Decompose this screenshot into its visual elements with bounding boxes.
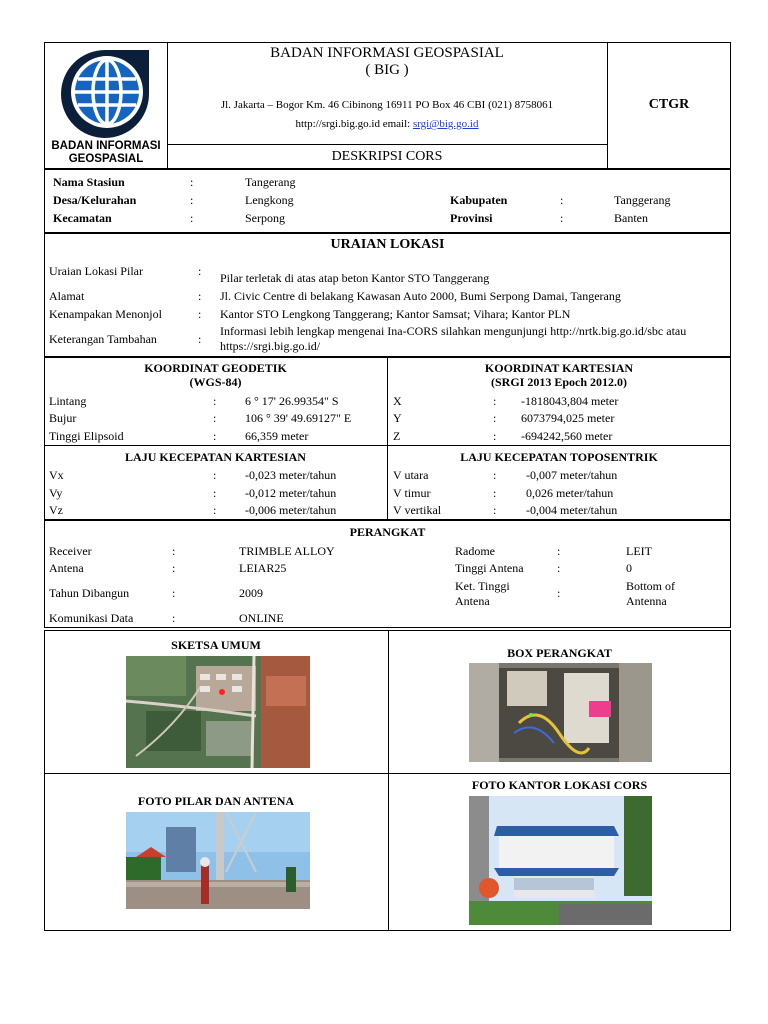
receiver-label: Receiver xyxy=(49,544,92,558)
big-globe-logo-icon xyxy=(56,46,154,138)
sep: : xyxy=(493,486,497,500)
vvertikal-label: V vertikal xyxy=(393,503,442,517)
provinsi-label: Provinsi xyxy=(450,211,493,225)
sep: : xyxy=(213,503,217,517)
sep: : xyxy=(198,289,202,303)
kabupaten-value: Tanggerang xyxy=(614,193,671,207)
tinggi-antena-value: 0 xyxy=(626,561,632,575)
vvertikal-value: -0,004 meter/tahun xyxy=(526,503,618,517)
antena-value: LEIAR25 xyxy=(239,561,287,575)
vz-label: Vz xyxy=(49,503,63,517)
email-link[interactable]: srgi@big.go.id xyxy=(412,118,479,130)
tahun-value: 2009 xyxy=(239,586,263,600)
location-title: URAIAN LOKASI xyxy=(330,237,445,252)
tahun-label: Tahun Dibangun xyxy=(49,586,130,600)
x-label: X xyxy=(393,394,402,408)
location-label-alamat: Alamat xyxy=(49,289,85,303)
ket-tinggi-label-2: Antena xyxy=(455,594,490,608)
sep: : xyxy=(493,468,497,482)
location-label-keterangan: Keterangan Tambahan xyxy=(49,332,157,346)
web-email-line xyxy=(167,117,607,131)
cartesian-subtitle: (SRGI 2013 Epoch 2012.0) xyxy=(490,375,627,389)
logo-text-line1: BADAN INFORMASI xyxy=(51,140,161,152)
komunikasi-label: Komunikasi Data xyxy=(49,611,134,625)
ket-tinggi-label-1: Ket. Tinggi xyxy=(455,579,510,593)
sep: : xyxy=(557,544,561,558)
kecamatan-value: Serpong xyxy=(245,211,285,225)
z-value: -694242,560 meter xyxy=(521,429,613,443)
location-value-alamat: Jl. Civic Centre di belakang Kawasan Auto 2000, Bumi Serpong Damai, Tangerang xyxy=(220,289,621,303)
location-value-keterangan-2: https://srgi.big.go.id/ xyxy=(220,339,321,353)
ket-tinggi-value-2: Antenna xyxy=(626,594,667,608)
kantor-lokasi-image xyxy=(469,796,652,925)
website-text: http://srgi.big.go.id email: xyxy=(295,118,413,130)
cartesian-title: KOORDINAT KARTESIAN xyxy=(484,361,634,375)
sep: : xyxy=(213,468,217,482)
vy-value: -0,012 meter/tahun xyxy=(245,486,337,500)
bujur-value: 106 ° 39' 49.69127" E xyxy=(245,411,352,425)
vutara-value: -0,007 meter/tahun xyxy=(526,468,618,482)
radome-value: LEIT xyxy=(626,544,652,558)
location-label-kenampakan: Kenampakan Menonjol xyxy=(49,307,162,321)
station-code: CTGR xyxy=(648,97,690,112)
sep: : xyxy=(557,586,561,600)
sep: : xyxy=(172,544,176,558)
photos-divider-horizontal xyxy=(44,773,731,774)
y-label: Y xyxy=(393,411,402,425)
sep: : xyxy=(172,586,176,600)
sep: : xyxy=(172,561,176,575)
sep: : xyxy=(493,503,497,517)
sep: : xyxy=(493,429,497,443)
sep: : xyxy=(172,611,176,625)
location-value-keterangan-1: Informasi lebih lengkap mengenai Ina-CORS silahkan mengunjungi http://nrtk.big.go.id/sbc atau xyxy=(220,324,687,338)
radome-label: Radome xyxy=(455,544,495,558)
sep: : xyxy=(493,411,497,425)
sep: : xyxy=(493,394,497,408)
pilar-title: FOTO PILAR DAN ANTENA xyxy=(137,794,295,808)
velocity-cart-title: LAJU KECEPATAN KARTESIAN xyxy=(125,450,306,464)
tinggi-elipsoid-value: 66,359 meter xyxy=(245,429,309,443)
desa-value: Lengkong xyxy=(245,193,294,207)
address: Jl. Jakarta – Bogor Km. 46 Cibinong 16911 PO Box 46 CBI (021) 8758061 xyxy=(220,99,554,111)
logo-text-line2: GEOSPASIAL xyxy=(68,153,144,165)
sep: : xyxy=(213,411,217,425)
kabupaten-label: Kabupaten xyxy=(450,193,508,207)
equipment-title: PERANGKAT xyxy=(349,525,426,539)
location-label-pilar: Uraian Lokasi Pilar xyxy=(49,264,143,278)
sep: : xyxy=(190,211,194,225)
coordinates-mid-line xyxy=(44,445,731,446)
x-value: -1818043,804 meter xyxy=(521,394,619,408)
kantor-title: FOTO KANTOR LOKASI CORS xyxy=(471,778,648,792)
desa-label: Desa/Kelurahan xyxy=(53,193,137,207)
kecamatan-label: Kecamatan xyxy=(53,211,112,225)
org-title: BADAN INFORMASI GEOSPASIAL xyxy=(270,45,504,61)
sep: : xyxy=(198,264,202,278)
tinggi-antena-label: Tinggi Antena xyxy=(455,561,524,575)
box-title: BOX PERANGKAT xyxy=(507,646,612,660)
geodetic-title: KOORDINAT GEODETIK xyxy=(144,361,287,375)
z-label: Z xyxy=(393,429,401,443)
geodetic-subtitle: (WGS-84) xyxy=(189,375,242,389)
location-value-kenampakan: Kantor STO Lengkong Tanggerang; Kantor Samsat; Vihara; Kantor PLN xyxy=(220,307,571,321)
bujur-label: Bujur xyxy=(49,411,77,425)
lintang-label: Lintang xyxy=(49,394,87,408)
sep: : xyxy=(560,193,564,207)
doc-title: DESKRIPSI CORS xyxy=(331,149,443,164)
sep: : xyxy=(557,561,561,575)
sep: : xyxy=(213,486,217,500)
location-value-pilar: Pilar terletak di atas atap beton Kantor STO Tanggerang xyxy=(220,271,490,285)
nama-label: Nama Stasiun xyxy=(53,175,125,189)
lintang-value: 6 ° 17' 26.99354" S xyxy=(245,394,339,408)
tinggi-elipsoid-label: Tinggi Elipsoid xyxy=(49,429,124,443)
sketsa-title: SKETSA UMUM xyxy=(171,638,261,652)
vy-label: Vy xyxy=(49,486,63,500)
sep: : xyxy=(198,307,202,321)
antena-label: Antena xyxy=(49,561,84,575)
ket-tinggi-value-1: Bottom of xyxy=(626,579,676,593)
sep: : xyxy=(190,175,194,189)
sep: : xyxy=(213,394,217,408)
sep: : xyxy=(198,332,202,346)
vx-value: -0,023 meter/tahun xyxy=(245,468,337,482)
sketsa-satellite-image xyxy=(126,656,310,768)
sep: : xyxy=(560,211,564,225)
vtimur-value: 0,026 meter/tahun xyxy=(526,486,614,500)
vx-label: Vx xyxy=(49,468,64,482)
y-value: 6073794,025 meter xyxy=(521,411,615,425)
org-abbr: ( BIG ) xyxy=(365,62,409,78)
sep: : xyxy=(213,429,217,443)
box-perangkat-image xyxy=(469,663,652,762)
sep: : xyxy=(190,193,194,207)
komunikasi-value: ONLINE xyxy=(239,611,284,625)
vtimur-label: V timur xyxy=(393,486,431,500)
vz-value: -0,006 meter/tahun xyxy=(245,503,337,517)
nama-value: Tangerang xyxy=(245,175,296,189)
provinsi-value: Banten xyxy=(614,211,648,225)
vutara-label: V utara xyxy=(393,468,429,482)
pilar-antena-image xyxy=(126,812,310,909)
header-subdivider xyxy=(167,144,607,145)
velocity-topo-title: LAJU KECEPATAN TOPOSENTRIK xyxy=(460,450,658,464)
receiver-value: TRIMBLE ALLOY xyxy=(239,544,335,558)
